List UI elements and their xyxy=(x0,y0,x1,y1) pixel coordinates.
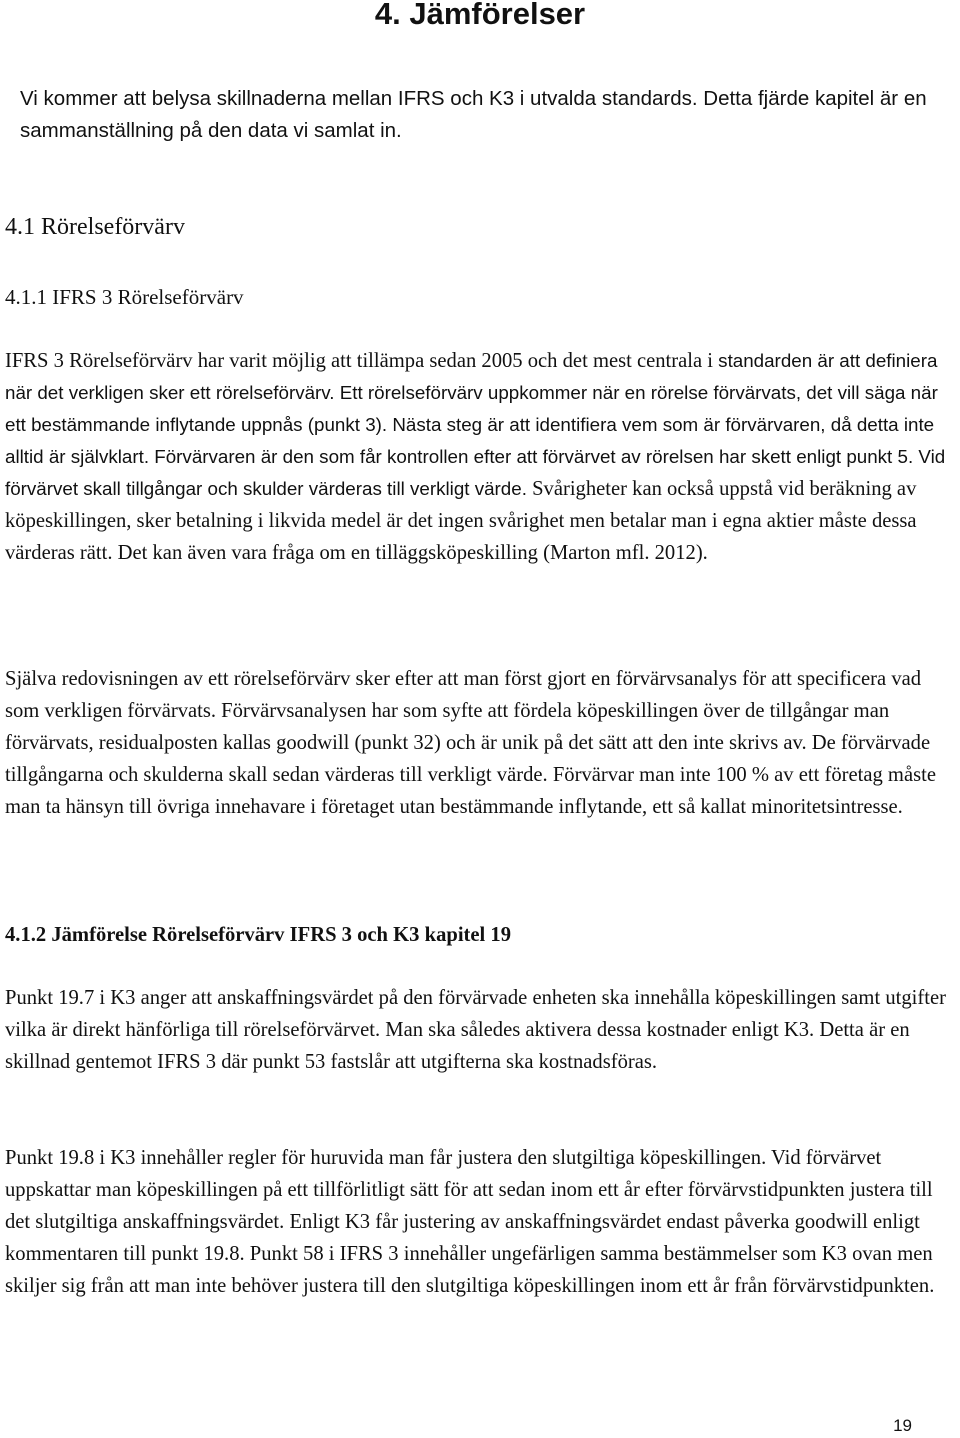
subsection-heading-4-1-2: 4.1.2 Jämförelse Rörelseförvärv IFRS 3 och K3 kapitel 19 xyxy=(5,924,512,946)
paragraph-forvarvsanalys: Själva redovisningen av ett rörelseförvärv sker efter att man först gjort en förvärvsanalys för att specificera vad som verkligen förvärvats. Förvärvsanalysen har som syfte att fördela köpeskillingen över de tillgångar man förvärvats, residualposten kallas goodwill (punkt 32) och är unik på det sätt att den inte skrivs av. De förvärvade tillgångarna och skulderna skall sedan värderas till verkligt värde. Förvärvar man inte 100 % av ett företag måste man ta hänsyn till övriga innehavare i företaget utan bestämmande inflytande, ett så kallat minoritetsintresse. xyxy=(5,668,936,818)
paragraph-punkt-19-8: Punkt 19.8 i K3 innehåller regler för huruvida man får justera den slutgiltiga köpeskillingen. Vid förvärvet uppskattar man köpeskillingen på ett tillförlitligt sätt för att sedan inom ett år efter förvärvstidpunkten justera till det slutgiltiga anskaffningsvärdet. Enligt K3 får justering av anskaffningsvärdet endast påverka goodwill enligt kommentaren till punkt 19.8. Punkt 58 i IFRS 3 innehåller ungefärligen samma bestämmelser som K3 ovan men skiljer sig från att man inte behöver justera till den slutgiltiga köpeskillingen inom ett år från förvärvstidpunkten. xyxy=(5,1147,935,1297)
paragraph-ifrs3-overview xyxy=(5,345,955,569)
paragraph-run-serif-b: Svårigheter kan också uppstå vid beräkning av köpeskillingen, sker betalning i likvida medel är det ingen svårighet men betalar man i egna aktier måste dessa värderas rätt. Det kan även vara fråga om en tilläggsköpeskilling (Marton mfl. 2012). xyxy=(5,478,917,564)
subsection-heading-4-1-1: 4.1.1 IFRS 3 Rörelseförvärv xyxy=(5,285,244,309)
section-heading-4-1: 4.1 Rörelseförvärv xyxy=(5,214,185,240)
page-number: 19 xyxy=(893,1416,912,1435)
intro-paragraph: Vi kommer att belysa skillnaderna mellan IFRS och K3 i utvalda standards. Detta fjärde kapitel är en sammanställning på den data vi samlat in. xyxy=(20,87,927,142)
paragraph-punkt-19-7: Punkt 19.7 i K3 anger att anskaffningsvärdet på den förvärvade enheten ska innehålla köpeskillingen samt utgifter vilka är direkt hänförliga till rörelseförvärvet. Man ska således aktivera dessa kostnader enligt K3. Detta är en skillnad gentemot IFRS 3 där punkt 53 fastslår att utgifterna ska kostnadsföras. xyxy=(5,987,946,1073)
paragraph-run-sans: standarden är att definiera när det verkligen sker ett rörelseförvärv. Ett rörelseförvärv uppkommer när en rörelse förvärvats, det vill säga när ett bestämmande inflytande uppnås (punkt 3). Nästa steg är att identifiera vem som är förvärvaren, då detta inte alltid är självklart. Förvärvaren är den som får kontrollen efter att förvärvet av rörelsen har skett enligt punkt 5. Vid förvärvet skall tillgångar och skulder värderas till verkligt värde. xyxy=(5,350,946,499)
chapter-title: 4. Jämförelser xyxy=(374,0,586,31)
paragraph-run-serif-a: IFRS 3 Rörelseförvärv har varit möjlig att tillämpa sedan 2005 och det mest centrala i xyxy=(5,350,719,372)
